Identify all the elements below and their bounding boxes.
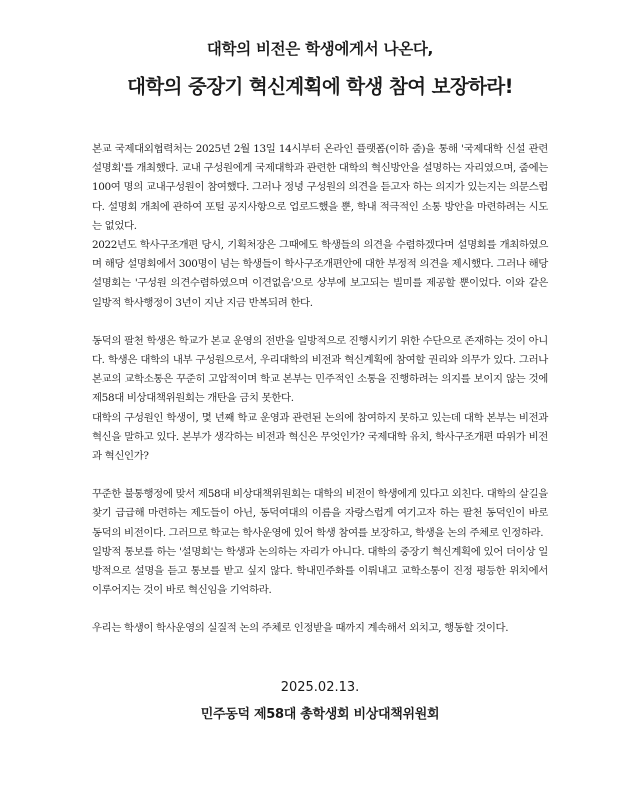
statement-body	[92, 140, 548, 639]
paragraph-5: 꾸준한 불통행정에 맞서 제58대 비상대책위원회는 대학의 비전이 학생에게 있다고 외친다. 대학의 살길을 찾기 급급해 마련하는 제도들이 아닌, 동덕여대의 이름을 자랑스럽게 여기고자 하는 팔천 동덕인이 바로 동덕의 비전이다. 그러므로 학교는 학사운영에 있어 학생 참여를 보장하고, 학생을 논의 주체로 인정하라.	[92, 488, 548, 539]
paragraph-6: 일방적 통보를 하는 '설명회'는 학생과 논의하는 자리가 아니다. 대학의 중장기 혁신계획에 있어 더이상 일방적으로 설명을 듣고 통보를 받고 싶지 않다. 학내민주화를 이뤄내고 교학소통이 진정 평등한 위치에서 이루어지는 것이 바로 혁신임을 기억하라.	[92, 545, 548, 597]
statement-subtitle: 대학의 비전은 학생에게서 나온다,	[206, 40, 434, 58]
paragraph-1: 본교 국제대외협력처는 2025년 2월 13일 14시부터 온라인 플랫폼(이하 줌)을 통해 '국제대학 신설 관련 설명회'를 개최했다. 교내 구성원에게 국제대학과 관련한 대학의 혁신방안을 설명하는 자리였으며, 줌에는 100여 명의 교내구성원이 참여했다. 그러나 정녕 구성원의 의견을 듣고자 하는 의지가 있는지는 의문스럽다. 설명회 개최에 관하여 포털 공지사항으로 업로드했을 뿐, 학내 적극적인 소통 방안을 마련하려는 시도는 없었다.	[92, 143, 548, 232]
statement-signature: 민주동덕 제58대 총학생회 비상대책위원회	[200, 706, 440, 722]
paragraph-4: 대학의 구성원인 학생이, 몇 년째 학교 운영과 관련된 논의에 참여하지 못하고 있는데 대학 본부는 비전과 혁신을 말하고 있다. 본부가 생각하는 비전과 혁신은 무엇인가? 국제대학 유치, 학사구조개편 따위가 비전과 혁신인가?	[92, 411, 548, 463]
paragraph-gap	[92, 600, 548, 619]
statement-title: 대학의 중장기 혁신계획에 학생 참여 보장하라!	[127, 75, 513, 98]
paragraph-3: 동덕의 팔천 학생은 학교가 본교 운영의 전반을 일방적으로 진행시키기 위한 수단으로 존재하는 것이 아니다. 학생은 대학의 내부 구성원으로서, 우리대학의 비전과 혁신계획에 참여할 권리와 의무가 있다. 그러나 본교의 교학소통은 꾸준히 고압적이며 학교 본부는 민주적인 소통을 진행하려는 의지를 보이지 않는 것에 제58대 비상대책위원회는 개탄을 금치 못한다.	[92, 334, 548, 405]
paragraph-7: 우리는 학생이 학사운영의 실질적 논의 주체로 인정받을 때까지 계속해서 외치고, 행동할 것이다.	[92, 622, 509, 635]
paragraph-gap	[92, 466, 548, 485]
paragraph-gap	[92, 313, 548, 332]
statement-date: 2025.02.13.	[280, 679, 360, 695]
paragraph-2: 2022년도 학사구조개편 당시, 기획처장은 그때에도 학생들의 의견을 수렴하겠다며 설명회를 개최하였으며 해당 설명회에서 300명이 넘는 학생들이 학사구조개편안에 대한 부정적 의견을 제시했다. 그러나 해당 설명회는 '구성원 의견수렴하였으며 이견없음'으로 상부에 보고되는 빌미를 제공할 뿐이었다. 이와 같은 일방적 학사행정이 3년이 지난 지금 반복되려 한다.	[92, 239, 548, 309]
